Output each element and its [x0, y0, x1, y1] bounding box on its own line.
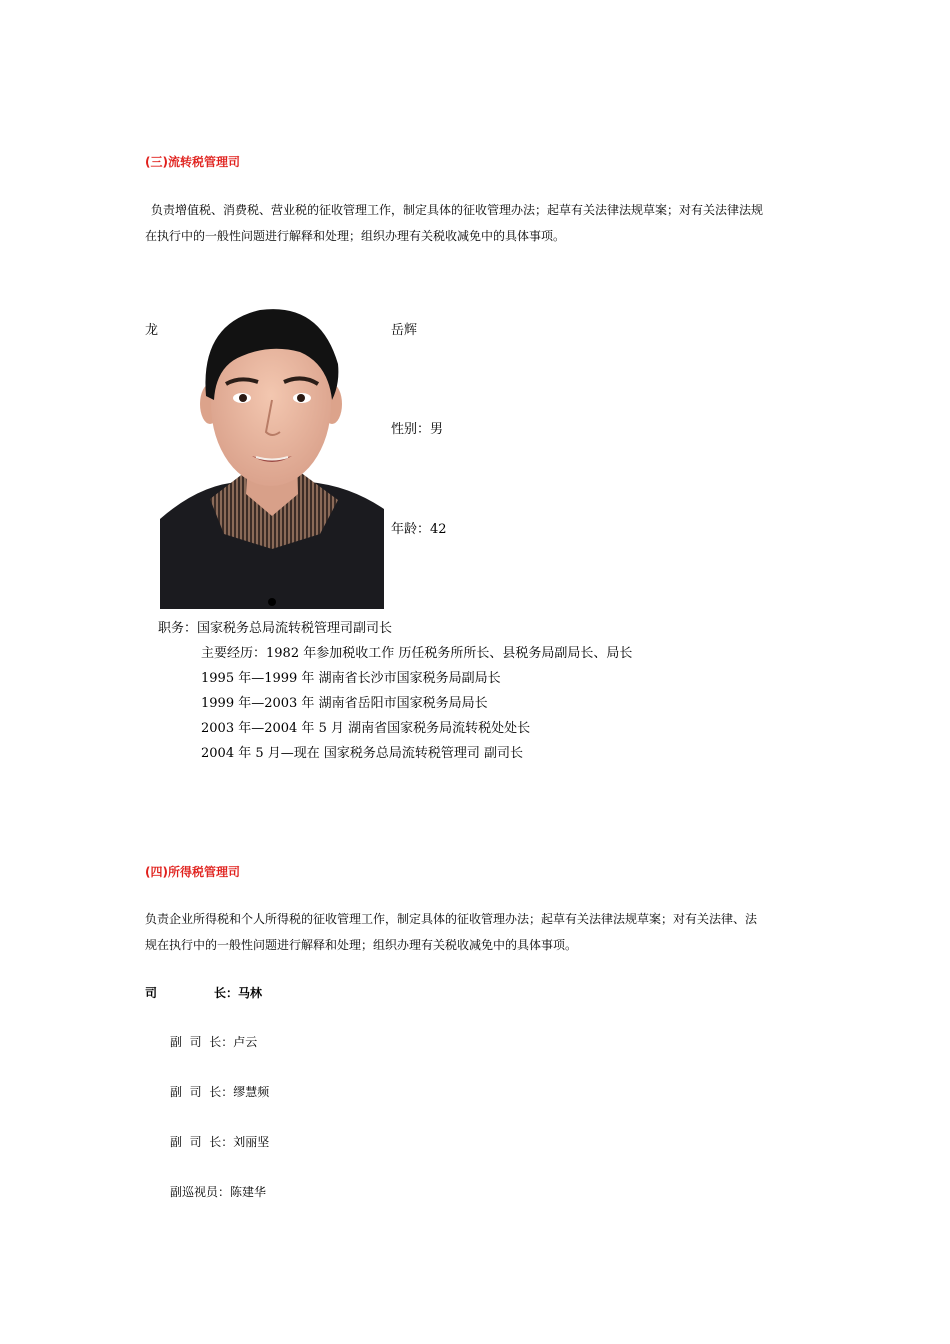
experience-item: 1999 年—2003 年 湖南省岳阳市国家税务局局长 [201, 696, 488, 711]
section3-heading: (三)流转税管理司 [145, 155, 240, 169]
deputy-director: 副 司 长：刘丽坚 [170, 1135, 270, 1149]
section3-desc-line2: 在执行中的一般性问题进行解释和处理；组织办理有关税收减免中的具体事项。 [145, 229, 566, 243]
section4-desc-line1: 负责企业所得税和个人所得税的征收管理工作，制定具体的征收管理办法；起草有关法律法规草案；对有关法律、法 [145, 912, 758, 926]
section3-desc-line1: 负责增值税、消费税、营业税的征收管理工作，制定具体的征收管理办法；起草有关法律法规草案；对有关法律法规 [151, 203, 764, 217]
person-experience [201, 641, 632, 766]
director-title: 长：马林 [214, 986, 263, 1000]
person-position: 职务：国家税务总局流转税管理司副司长 [158, 621, 393, 636]
section4-desc-line2: 规在执行中的一般性问题进行解释和处理；组织办理有关税收减免中的具体事项。 [145, 938, 578, 952]
section4-description [145, 906, 805, 958]
section4-heading: (四)所得税管理司 [145, 865, 240, 879]
deputy-inspector: 副巡视员：陈建华 [170, 1185, 267, 1199]
experience-item: 2004 年 5 月—现在 国家税务总局流转税管理司 副司长 [201, 746, 524, 761]
deputy-director: 副 司 长：缪慧频 [170, 1085, 270, 1099]
portrait-image [160, 304, 384, 609]
director-title-prefix: 司 [145, 986, 158, 1000]
experience-item: 1995 年—1999 年 湖南省长沙市国家税务局副局长 [201, 671, 501, 686]
experience-item: 2003 年—2004 年 5 月 湖南省国家税务局流转税处处长 [201, 721, 531, 736]
person-name-last: 岳辉 [391, 323, 418, 338]
section3-description [145, 197, 805, 249]
experience-item: 主要经历：1982 年参加税收工作 历任税务所所长、县税务局副局长、局长 [201, 646, 633, 661]
person-name-first: 龙 [145, 323, 159, 338]
portrait-photo [160, 304, 384, 609]
person-age: 年龄：42 [391, 522, 447, 537]
deputy-director: 副 司 长：卢云 [170, 1035, 258, 1049]
person-gender: 性别：男 [391, 422, 444, 437]
